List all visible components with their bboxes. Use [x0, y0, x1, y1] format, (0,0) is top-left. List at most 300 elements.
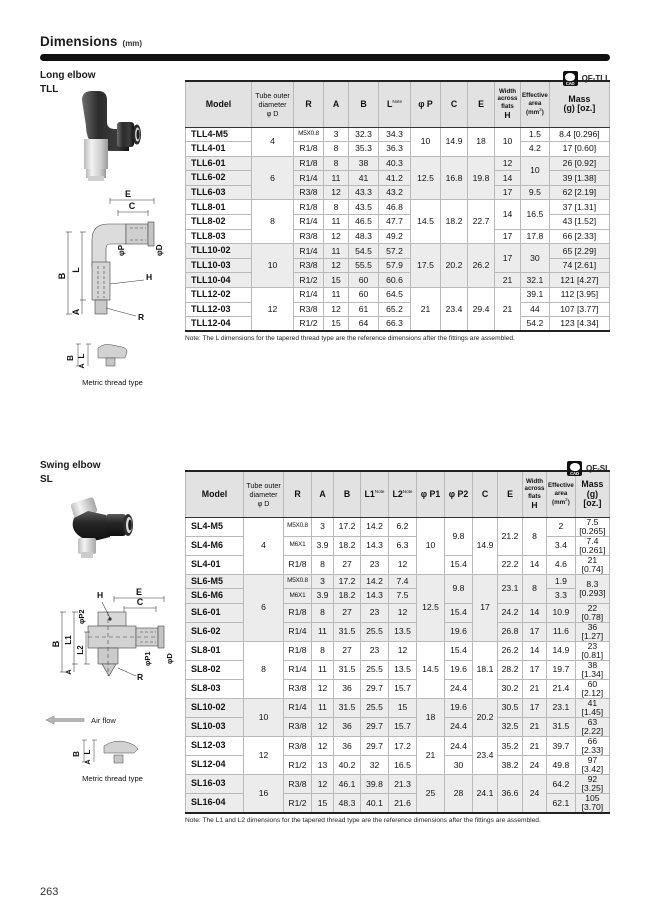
cell-A: 3 [312, 574, 334, 589]
cell-A: 11 [312, 660, 334, 679]
col-E: E [498, 471, 523, 517]
cell-phi-P2: 9.8 [445, 574, 473, 603]
cell-E: 36.6 [498, 775, 523, 814]
cell-tube-d: 4 [244, 517, 284, 574]
cell-L: 34.3 [379, 127, 411, 142]
cell-B: 48.3 [349, 229, 379, 244]
cell-tube-d: 12 [252, 288, 294, 332]
product-photo-sl [54, 492, 164, 564]
cell-E: 28.2 [498, 660, 523, 679]
cell-model: TLL6-01 [186, 156, 252, 171]
cad-label-sl: QF-SL [586, 464, 610, 473]
cell-tube-d: 6 [252, 156, 294, 200]
section-swing-elbow [40, 459, 610, 826]
cell-L1: 29.7 [361, 737, 389, 756]
cell-R: R3/8 [284, 737, 312, 756]
cell-B: 64 [349, 317, 379, 332]
cell-area: 31.5 [547, 717, 576, 736]
label-A: A [71, 308, 81, 316]
product-photo-tll [60, 86, 156, 184]
col-B: B [334, 471, 361, 517]
cell-phi-P1: 14.5 [417, 641, 445, 698]
cell-mass: 17 [0.60] [549, 142, 609, 157]
cell-R: R1/8 [284, 555, 312, 574]
cell-phi-P: 21 [411, 288, 441, 332]
cell-C: 23.4 [441, 288, 468, 332]
table-row [186, 775, 610, 794]
cell-A: 8 [312, 555, 334, 574]
cell-area: 44 [521, 302, 550, 317]
cell-phi-P: 10 [411, 127, 441, 156]
cell-H: 21 [523, 717, 547, 736]
cell-phi-P: 14.5 [411, 200, 441, 244]
cell-area: 21.4 [547, 679, 576, 698]
cell-L2: 6.2 [389, 517, 417, 536]
cell-C: 20.2 [441, 244, 468, 288]
cell-B: 17.2 [334, 574, 361, 589]
cell-L: 47.7 [379, 215, 411, 230]
cell-mass: 92 [3.25] [575, 775, 609, 794]
cell-L: 43.2 [379, 185, 411, 200]
col-effective-area: Effective area $(mm^2)$ [521, 81, 550, 127]
cell-E: 26.2 [498, 641, 523, 660]
label-R: R [138, 312, 145, 322]
label-E: E [124, 189, 132, 199]
cell-phi-P1: 18 [417, 698, 445, 736]
cell-R: R1/4 [284, 622, 312, 641]
cell-H: 17 [495, 229, 521, 244]
cell-H: 14 [523, 641, 547, 660]
cell-R: M5X0.8 [284, 574, 312, 589]
cell-R: M5X0.8 [284, 517, 312, 536]
label-E: E [135, 587, 143, 597]
cell-phi-P2: 15.4 [445, 603, 473, 622]
cell-area: 11.6 [547, 622, 576, 641]
cell-area: 32.1 [521, 273, 550, 288]
svg-text:L: L [83, 749, 92, 755]
cell-mass: 121 [4.27] [549, 273, 609, 288]
label-phi-P2: φP2 [77, 609, 86, 624]
cell-A: 12 [324, 258, 349, 273]
cell-area: 3.3 [547, 589, 576, 604]
cell-B: 40.2 [334, 756, 361, 775]
table-row [186, 698, 610, 717]
airflow-indicator [44, 714, 185, 726]
cell-R: R3/8 [294, 258, 324, 273]
col-width-across-flats: Width across flats H [495, 81, 521, 127]
cell-H: 17 [495, 244, 521, 273]
cell-R: R1/4 [284, 660, 312, 679]
col-R: R [284, 471, 312, 517]
table-row [186, 317, 610, 332]
cell-area: 16.5 [521, 200, 550, 229]
cell-E: 22.7 [468, 200, 495, 244]
cell-L1: 40.1 [361, 794, 389, 814]
col-L2: $L2^{Note}$ [389, 471, 417, 517]
cad-icon [563, 71, 578, 86]
cell-area: 64.2 [547, 775, 576, 794]
cell-mass: 62 [2.19] [549, 185, 609, 200]
cell-L1: 25.5 [361, 698, 389, 717]
cell-B: 27 [334, 641, 361, 660]
cell-B: 36 [334, 717, 361, 736]
cell-H: 21 [523, 737, 547, 756]
cell-model: TLL10-03 [186, 258, 252, 273]
cell-C: 23.4 [473, 737, 498, 775]
cell-C: 16.8 [441, 156, 468, 200]
svg-text:A: A [85, 759, 92, 765]
label-B: B [57, 272, 67, 280]
cell-area: 1.9 [547, 574, 576, 589]
cell-model: SL4-01 [186, 555, 244, 574]
col-tube-diameter: Tube outer diameter φ D [244, 471, 284, 517]
cell-L: 40.3 [379, 156, 411, 171]
cell-phi-P2: 15.4 [445, 641, 473, 660]
cell-A: 8 [312, 641, 334, 660]
col-E: E [468, 81, 495, 127]
cell-H: 12 [495, 156, 521, 171]
cell-H: 21 [495, 273, 521, 288]
cell-A: 12 [312, 679, 334, 698]
metric-thread-inset-sl [62, 734, 172, 768]
label-L: L [71, 267, 81, 273]
cell-L2: 12 [389, 641, 417, 660]
cell-B: 38 [349, 156, 379, 171]
cell-L2: 15 [389, 698, 417, 717]
cell-R: R1/4 [294, 215, 324, 230]
cell-area: 54.2 [521, 317, 550, 332]
cell-mass: 26 [0.92] [549, 156, 609, 171]
cell-A: 11 [312, 698, 334, 717]
cell-B: 60 [349, 273, 379, 288]
col-L1: $L1^{Note}$ [361, 471, 389, 517]
cell-tube-d: 12 [244, 737, 284, 775]
cell-mass: 74 [2.61] [549, 258, 609, 273]
title-rule [40, 54, 610, 61]
cell-phi-P2: 24.4 [445, 679, 473, 698]
cell-C: 17 [473, 574, 498, 641]
cell-E: 30.5 [498, 698, 523, 717]
cell-phi-P2: 9.8 [445, 517, 473, 555]
cell-L1: 25.5 [361, 622, 389, 641]
cell-H: 17 [495, 185, 521, 200]
metric-caption-tll: Metric thread type [82, 378, 143, 387]
cell-B: 48.3 [334, 794, 361, 814]
col-C: C [473, 471, 498, 517]
cell-model: SL10-02 [186, 698, 244, 717]
cell-tube-d: 8 [252, 200, 294, 244]
cell-B: 54.5 [349, 244, 379, 259]
col-mass: Mass (g) [oz.] [575, 471, 609, 517]
cell-phi-P2: 19.6 [445, 660, 473, 679]
page-title-text: Dimensions [40, 34, 118, 49]
cell-mass: 22 [0.78] [575, 603, 609, 622]
cell-L1: 32 [361, 756, 389, 775]
metric-thread-inset-tll [58, 338, 163, 372]
cell-model: SL8-01 [186, 641, 244, 660]
cell-model: SL6-02 [186, 622, 244, 641]
cell-model: TLL6-02 [186, 171, 252, 186]
cell-R: R3/8 [294, 302, 324, 317]
cell-mass: 38 [1.34] [575, 660, 609, 679]
cell-mass: 43 [1.52] [549, 215, 609, 230]
cell-B: 43.3 [349, 185, 379, 200]
cell-tube-d: 6 [244, 574, 284, 641]
cell-L1: 14.2 [361, 574, 389, 589]
cell-E: 26.8 [498, 622, 523, 641]
cell-A: 15 [312, 794, 334, 814]
cell-B: 32.3 [349, 127, 379, 142]
table-note-tll: Note: The L dimensions for the tapered thread type are the reference dimensions after the fittings are assembled. [185, 335, 515, 343]
cell-L2: 13.5 [389, 660, 417, 679]
cad-badge-tll[interactable] [563, 71, 610, 86]
cell-phi-P2: 24.4 [445, 737, 473, 756]
metric-caption-sl: Metric thread type [82, 774, 143, 783]
cell-L2: 7.4 [389, 574, 417, 589]
cell-mass: 60 [2.12] [575, 679, 609, 698]
cell-A: 11 [324, 215, 349, 230]
table-row [186, 142, 610, 157]
label-phi-D: φD [165, 653, 174, 664]
table-row [186, 574, 610, 589]
cell-R: M6X1 [284, 536, 312, 555]
label-L2: L2 [76, 645, 85, 655]
cell-mass: 39 [1.38] [549, 171, 609, 186]
cell-E: 30.2 [498, 679, 523, 698]
cell-R: R1/8 [284, 641, 312, 660]
cell-mass: 105 [3.70] [575, 794, 609, 814]
cell-B: 46.5 [349, 215, 379, 230]
cell-R: R3/8 [284, 717, 312, 736]
cell-H: 14 [523, 555, 547, 574]
cell-L2: 21.6 [389, 794, 417, 814]
table-wrap-tll [185, 80, 610, 387]
cell-B: 31.5 [334, 622, 361, 641]
cell-model: TLL12-04 [186, 317, 252, 332]
cell-R: R3/8 [294, 185, 324, 200]
cell-E: 32.5 [498, 717, 523, 736]
cell-R: M5X0.8 [294, 127, 324, 142]
cell-A: 11 [324, 171, 349, 186]
cell-R: R1/8 [284, 603, 312, 622]
artwork-tll [40, 80, 185, 387]
cell-E: 21.2 [498, 517, 523, 555]
cell-area: 30 [521, 244, 550, 273]
cell-A: 12 [324, 185, 349, 200]
cell-L1: 39.8 [361, 775, 389, 794]
cell-area: 23.1 [547, 698, 576, 717]
section-long-elbow [40, 69, 610, 387]
label-L1: L1 [64, 635, 73, 645]
cell-C: 14.9 [441, 127, 468, 156]
cell-L2: 15.7 [389, 717, 417, 736]
page-title-unit: (mm) [122, 39, 143, 48]
cell-E: 18 [468, 127, 495, 156]
cell-B: 35.3 [349, 142, 379, 157]
cell-model: SL4-M6 [186, 536, 244, 555]
cell-B: 27 [334, 555, 361, 574]
cell-B: 36 [334, 737, 361, 756]
col-A: A [312, 471, 334, 517]
cell-A: 12 [324, 302, 349, 317]
cell-L2: 16.5 [389, 756, 417, 775]
label-phi-P1: φP1 [143, 651, 152, 666]
col-mass: Mass (g) [oz.] [549, 81, 609, 127]
cell-R: R1/8 [294, 156, 324, 171]
cell-H: 17 [523, 622, 547, 641]
cell-L2: 15.7 [389, 679, 417, 698]
table-header-row [186, 471, 610, 517]
cell-B: 46.1 [334, 775, 361, 794]
table-row [186, 273, 610, 288]
cell-area: 14.9 [547, 641, 576, 660]
cell-C: 18.2 [441, 200, 468, 244]
cell-model: TLL8-01 [186, 200, 252, 215]
cell-R: R1/4 [294, 288, 324, 303]
cell-tube-d: 4 [252, 127, 294, 156]
cell-R: R1/2 [294, 317, 324, 332]
table-row [186, 288, 610, 303]
cad-icon [567, 461, 582, 476]
cell-H: 17 [523, 698, 547, 717]
svg-text:B: B [72, 751, 81, 757]
cell-A: 3 [324, 127, 349, 142]
dimensions-table-tll [185, 80, 610, 332]
cell-E: 23.1 [498, 574, 523, 603]
cell-mass: 41 [1.45] [575, 698, 609, 717]
cell-L: 60.6 [379, 273, 411, 288]
cell-area: 10.9 [547, 603, 576, 622]
cell-E: 24.2 [498, 603, 523, 622]
cell-A: 11 [312, 622, 334, 641]
cell-phi-P1: 21 [417, 737, 445, 775]
cell-model: SL6-01 [186, 603, 244, 622]
cell-mass: 112 [3.95] [549, 288, 609, 303]
cell-R: R1/2 [284, 756, 312, 775]
cell-mass: 107 [3.77] [549, 302, 609, 317]
col-B: B [349, 81, 379, 127]
cell-A: 12 [312, 775, 334, 794]
cell-L1: 29.7 [361, 679, 389, 698]
cell-area: 10 [521, 156, 550, 185]
cell-area: 39.7 [547, 737, 576, 756]
cell-phi-P2: 15.4 [445, 555, 473, 574]
cell-mass: 65 [2.29] [549, 244, 609, 259]
label-H: H [146, 272, 153, 282]
cell-A: 8 [324, 142, 349, 157]
cell-A: 15 [324, 317, 349, 332]
cell-mass: 66 [2.33] [549, 229, 609, 244]
cell-H: 24 [523, 775, 547, 814]
cell-area: 2 [547, 517, 576, 536]
cell-area: 17.8 [521, 229, 550, 244]
cell-R: R1/2 [284, 794, 312, 814]
page-title [40, 0, 610, 49]
cell-model: SL12-04 [186, 756, 244, 775]
cell-L2: 12 [389, 603, 417, 622]
cell-L1: 29.7 [361, 717, 389, 736]
section-name-tll: Long elbow [40, 70, 96, 81]
svg-text:L: L [77, 353, 86, 359]
col-phi-P1: φ P1 [417, 471, 445, 517]
cell-L: 57.9 [379, 258, 411, 273]
cell-L1: 14.2 [361, 517, 389, 536]
dimension-drawing-tll [40, 188, 185, 338]
col-model: Model [186, 81, 252, 127]
cell-L: 36.3 [379, 142, 411, 157]
cell-R: R1/2 [294, 273, 324, 288]
cell-C: 14.9 [473, 517, 498, 574]
cell-B: 55.5 [349, 258, 379, 273]
table-body-tll [186, 127, 610, 331]
label-B: B [51, 640, 61, 648]
table-wrap-sl [185, 470, 610, 826]
cell-C: 18.1 [473, 641, 498, 698]
col-A: A [324, 81, 349, 127]
cell-area: 4.6 [547, 555, 576, 574]
cell-E: 35.2 [498, 737, 523, 756]
cell-B: 31.5 [334, 698, 361, 717]
cell-phi-P2: 19.6 [445, 622, 473, 641]
page-number: 263 [40, 886, 59, 898]
cell-model: TLL4-01 [186, 142, 252, 157]
section-code-tll: TLL [40, 83, 59, 95]
cell-E: 26.2 [468, 244, 495, 288]
cell-mass: 37 [1.31] [549, 200, 609, 215]
cell-A: 3.9 [312, 589, 334, 604]
cell-phi-P2: 30 [445, 756, 473, 775]
cell-model: SL12-03 [186, 737, 244, 756]
cell-tube-d: 10 [252, 244, 294, 288]
cell-model: SL16-04 [186, 794, 244, 814]
cad-badge-sl[interactable] [567, 461, 610, 476]
cell-E: 22.2 [498, 555, 523, 574]
cell-L2: 17.2 [389, 737, 417, 756]
cell-L2: 12 [389, 555, 417, 574]
cell-phi-P2: 24.4 [445, 717, 473, 736]
cell-model: TLL8-03 [186, 229, 252, 244]
cell-mass: 21 [0.74] [575, 555, 609, 574]
cell-R: R1/4 [284, 698, 312, 717]
cell-model: SL4-M5 [186, 517, 244, 536]
table-body-sl [186, 517, 610, 813]
cell-H: 17 [523, 660, 547, 679]
cell-phi-P2: 19.6 [445, 698, 473, 717]
cell-phi-P: 17.5 [411, 244, 441, 288]
cell-C: 24.1 [473, 775, 498, 814]
col-model: Model [186, 471, 244, 517]
cell-mass: 23 [0.81] [575, 641, 609, 660]
table-row [186, 229, 610, 244]
dimension-drawing-sl [40, 584, 190, 712]
col-C: C [441, 81, 468, 127]
cad-label-tll: QF-TLL [581, 74, 610, 83]
cell-H: 24 [523, 756, 547, 775]
cell-model: TLL4-M5 [186, 127, 252, 142]
cell-B: 31.5 [334, 660, 361, 679]
cell-A: 8 [312, 603, 334, 622]
cell-L: 65.2 [379, 302, 411, 317]
cell-B: 41 [349, 171, 379, 186]
cell-B: 60 [349, 288, 379, 303]
cell-B: 43.5 [349, 200, 379, 215]
col-phi-P: φ P [411, 81, 441, 127]
dimensions-table-sl [185, 470, 610, 814]
table-row [186, 302, 610, 317]
cell-area: 4.2 [521, 142, 550, 157]
cell-B: 36 [334, 679, 361, 698]
cell-A: 8 [324, 200, 349, 215]
